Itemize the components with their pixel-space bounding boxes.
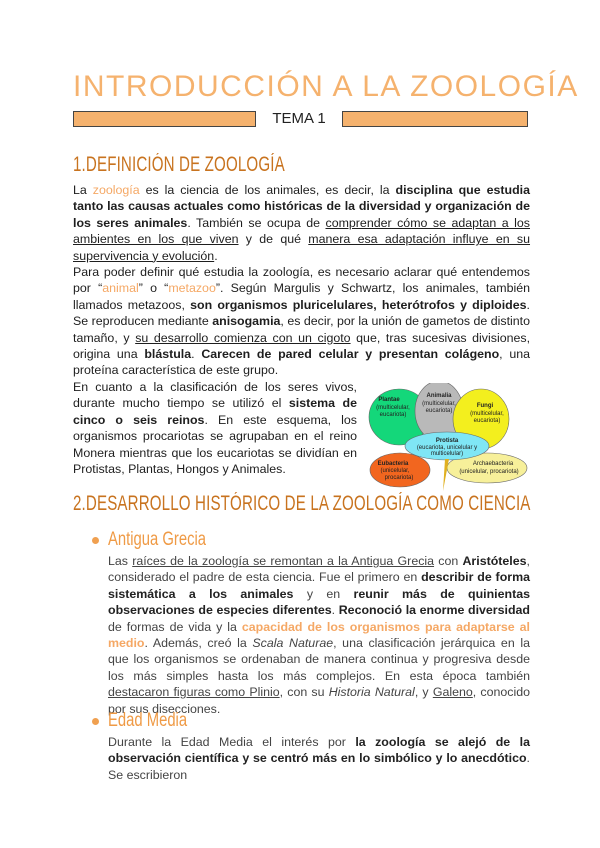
text-run: ”. Según Margulis y Schwartz, los animales, también llamados metazoos, [73,281,531,312]
emphasis-text: destacaron figuras como Plinio [108,685,280,700]
emphasis-text: Galeno [432,685,473,700]
emphasis-text: Historia Natural [328,685,415,700]
emphasis-text: Aristóteles [462,554,527,568]
emphasis-text: su desarrollo comienza con un cigoto [135,330,351,345]
stem [443,459,449,491]
text-run: . [214,248,218,263]
eubacteria-desc: procariota) [384,474,414,481]
plantae-desc: eucariota) [379,411,407,418]
archaebacteria-desc: (unicelular, procariota) [459,468,519,475]
emphasis-text: sistema de cinco o seis reinos [73,396,357,427]
kingdoms-diagram [365,383,535,495]
emphasis-text: manera esa adaptación influye en su supervivencia y evolución [73,232,531,263]
fungi-desc: (multicelular, [470,410,504,417]
eubacteria-label: Eubacteria [377,460,409,467]
emphasis-text: zoología [92,183,140,197]
text-run: En cuanto a la clasificación de los seres vivos, durante mucho tiempo se utilizó el [73,379,357,411]
subsection-antigua-grecia [108,529,530,717]
text-run: . Además, creó la [144,636,253,651]
emphasis-text: comprender cómo se adaptan a los ambientes en los que viven [73,215,530,247]
emphasis-text: Scala Naturae [252,636,334,651]
archaebacteria-label: Archaebacteria [472,460,514,467]
text-run: . También se ocupa de [187,215,326,230]
animalia-label: Animalia [426,392,452,399]
text-run: ” o “ [138,281,169,296]
emphasis-text: anisogamia [212,314,281,329]
text-run: . [331,603,339,618]
text-run: Durante la Edad Media el interés por [108,735,356,749]
subsection-title: Edad Media [108,710,188,731]
text-run: . En este esquema, los organismos procariotas se agrupaban en el reino Monera mientras que los eucariotas se dividían en Protistas, Plantas, Hongos y Animales. [73,412,358,476]
emphasis-text: metazoo [168,281,216,296]
decorative-bar-right [342,111,528,127]
eubacteria-desc: (unicelular, [380,467,410,474]
bullet-icon [92,537,99,544]
text-run: , conocido por sus disecciones. [108,685,530,716]
emphasis-text: Carecen de pared celular y presentan colágeno [201,347,500,362]
emphasis-text: Reconoció la enorme diversidad [338,603,530,618]
decorative-bar-left [73,111,256,127]
emphasis-text: blástula [144,347,192,362]
emphasis-text: animal [102,281,139,296]
text-run: y en [293,586,354,601]
subsection-title: Antigua Grecia [108,529,207,550]
text-run: que, tras sucesivas divisiones, origina una [73,330,531,362]
text-run: , una clasificación jerárquica en la que los organismos se ordenaban de manera continua y progresiva desde los más simples hasta los más complejos. En esta época también [108,636,530,683]
text-run: y de qué [238,232,309,247]
section-heading-historia: 2.DESARROLLO HISTÓRICO DE LA ZOOLOGÍA COMO CIENCIA [73,492,531,515]
text-run: Las [108,554,133,568]
text-run: Para poder definir qué estudia la zoología, es necesario aclarar qué entendemos por “ [73,265,530,296]
protista-label: Protista [435,437,459,444]
text-run: de formas de vida y la [108,619,242,634]
fungi-label: Fungi [476,402,494,409]
bullet-icon [92,718,99,725]
emphasis-text: reunir más de quinientas observaciones de especies diferentes [108,586,530,618]
protista-desc: (eucariota, unicelular y [416,444,478,451]
protista-desc: multicelular) [430,450,464,457]
text-run: con [434,554,463,568]
paragraph [73,182,530,264]
text-run: , y [414,685,433,700]
plantae-desc: (multicelular, [376,404,410,411]
emphasis-text: capacidad de los organismos para adaptarse al medio [108,619,530,651]
emphasis-text: disciplina que estudia tanto las causas actuales como históricas de la diversidad y organización de los seres animales [73,183,530,230]
emphasis-text: describir de forma sistemática a los animales [108,570,530,601]
text-run: . Se escribieron [108,751,530,782]
paragraph [108,734,530,783]
text-run: . [191,347,202,362]
plantae-label: Plantae [378,396,400,403]
paragraph [108,553,530,717]
subtitle: TEMA 1 [272,110,326,127]
section-heading-definicion: 1.DEFINICIÓN DE ZOOLOGÍA [73,153,285,176]
fungi-desc: eucariota) [473,417,501,424]
paragraph [73,264,530,379]
text-run: . Se reproducen mediante [73,297,530,329]
animalia-desc: eucariota) [425,407,453,414]
subsection-edad-media [108,710,530,783]
animalia-desc: (multicelular, [422,400,456,407]
text-run: , una proteína característica de este grupo. [73,347,531,378]
text-run: es la ciencia de los animales, es decir, la [139,183,396,197]
text-run: , es decir, por la unión de gametos de distinto tamaño, y [73,314,531,345]
text-run: La [73,183,93,197]
emphasis-text: son organismos pluricelulares, heterótrofos y diploides [190,297,527,312]
emphasis-text: la zoología se alejó de la observación científica y se centró más en lo simbólico y lo anecdótico [108,735,530,766]
emphasis-text: raíces de la zoología se remontan a la Antigua Grecia [132,554,435,568]
subtitle-banner [73,110,530,130]
text-run: , considerado el padre de esta ciencia. Fue el primero en [108,554,530,585]
text-run: , con su [279,685,329,700]
document-title: INTRODUCCIÓN A LA ZOOLOGÍA [73,70,579,103]
section-definicion [73,182,530,495]
